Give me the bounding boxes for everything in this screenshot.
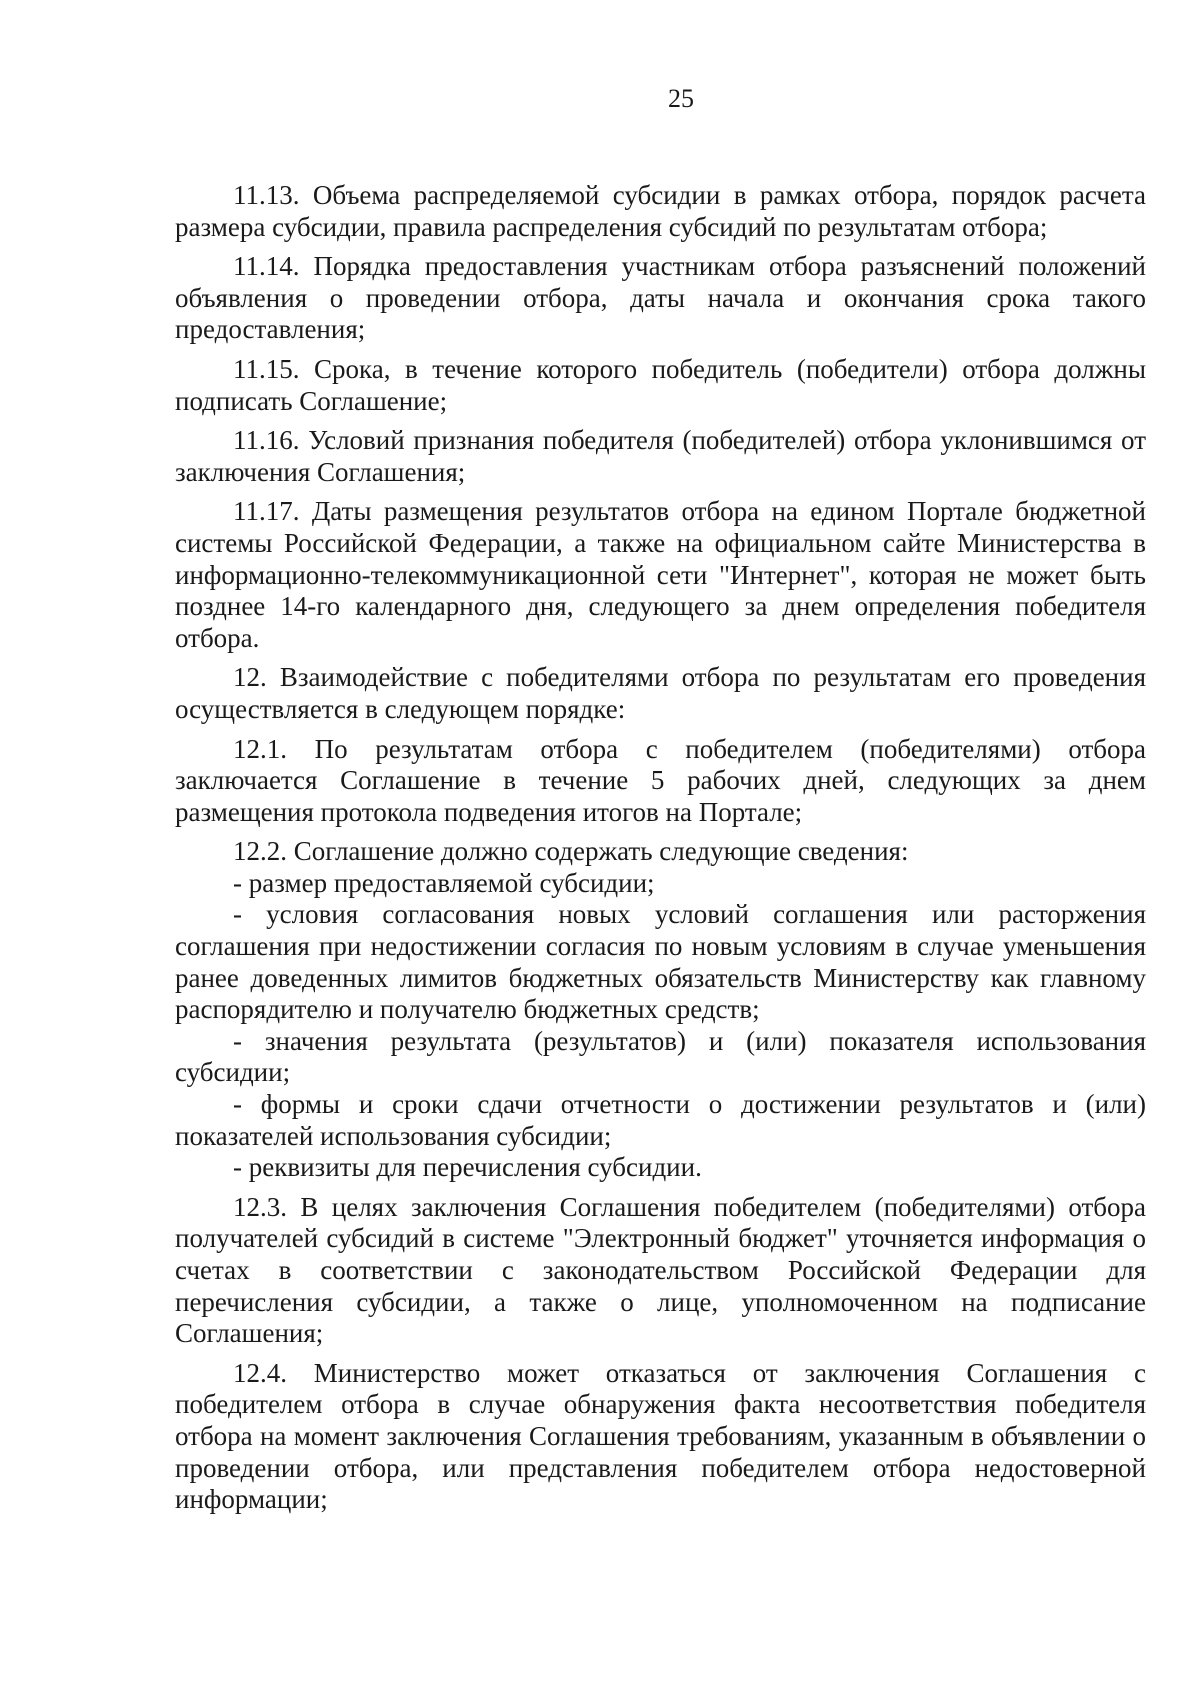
paragraph-11-15: 11.15. Срока, в течение которого победитель (победители) отбора должны подписать Соглашение; (175, 353, 1146, 416)
list-item: - значения результата (результатов) и (или) показателя использования субсидии; (175, 1025, 1146, 1088)
page-number: 25 (668, 84, 694, 113)
list-item: - размер предоставляемой субсидии; (233, 867, 655, 898)
paragraph-12: 12. Взаимодействие с победителями отбора по результатам его проведения осуществляется в следующем порядке: (175, 662, 1146, 724)
paragraph-12-1: 12.1. По результатам отбора с победителем (победителями) отбора заключается Соглашение в течение 5 рабочих дней, следующих за днем размещения протокола подведения итогов на Портале; (175, 733, 1146, 827)
paragraph-12-2: 12.2. Соглашение должно содержать следующие сведения: (233, 836, 909, 867)
paragraph-11-16: 11.16. Условий признания победителя (победителей) отбора уклонившимся от заключения Соглашения; (175, 425, 1146, 487)
paragraph-11-13: 11.13. Объема распределяемой субсидии в рамках отбора, порядок расчета размера субсидии, правила распределения субсидий по результатам отбора; (175, 180, 1146, 242)
document-body (175, 180, 1146, 1516)
paragraph-12-4: 12.4. Министерство может отказаться от заключения Соглашения с победителем отбора в случае обнаружения факта несоответствия победителя отбора на момент заключения Соглашения требованиям, указанным в объявлении о проведении отбора, или представления победителем отбора недостоверной информации; (175, 1357, 1146, 1515)
list-item: - формы и сроки сдачи отчетности о достижении результатов и (или) показателей использования субсидии; (175, 1089, 1146, 1151)
list-item: - условия согласования новых условий соглашения или расторжения соглашения при недостижении согласия по новым условиям в случае уменьшения ранее доведенных лимитов бюджетных обязательств Министерству как главному распорядителю и получателю бюджетных средств; (175, 899, 1146, 1025)
paragraph-11-14: 11.14. Порядка предоставления участникам отбора разъяснений положений объявления о проведении отбора, даты начала и окончания срока такого предоставления; (175, 251, 1146, 345)
paragraph-12-3: 12.3. В целях заключения Соглашения победителем (победителями) отбора получателей субсидий в системе "Электронный бюджет" уточняется информация о счетах в соответствии с законодательством Российской Федерации для перечисления субсидии, а также о лице, уполномоченном на подписание Соглашения; (175, 1191, 1146, 1349)
list-item: - реквизиты для перечисления субсидии. (233, 1152, 702, 1183)
paragraph-11-17: 11.17. Даты размещения результатов отбора на едином Портале бюджетной системы Российской Федерации, а также на официальном сайте Министерства в информационно-телекоммуникационной сети "Интернет", которая не может быть позднее 14-го календарного дня, следующего за днем определения победителя отбора. (175, 496, 1146, 653)
